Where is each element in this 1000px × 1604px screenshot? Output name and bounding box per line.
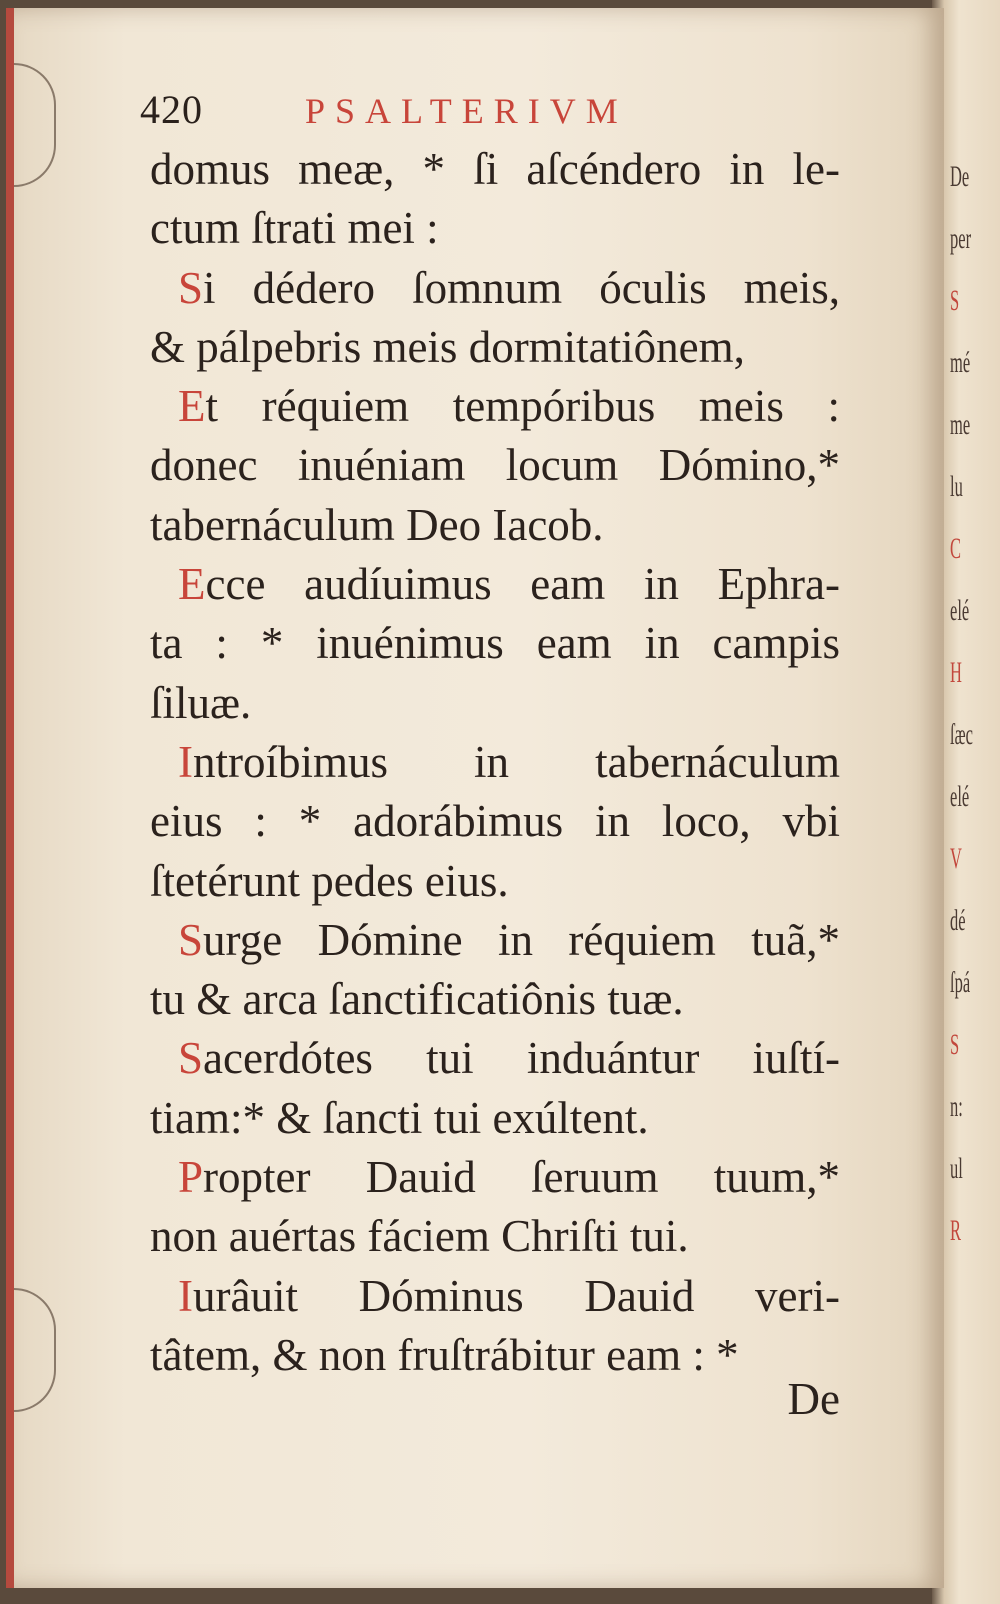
page-clip-bottom [14,1288,56,1412]
verse-text: urâuit Dóminus Dauid veri- [193,1270,840,1321]
red-initial: S [178,914,204,965]
red-initial: S [178,262,204,313]
red-initial: P [178,1152,204,1203]
verse-text: urge Dómine in réquiem tuã,* [203,914,840,965]
verse-line: tâtem, & non fruſtrábitur eam : * [150,1329,739,1380]
verse-line: non auértas fáciem Chriſti tui. [150,1211,689,1262]
next-page-fragment: H [950,656,962,689]
verse-line: & pálpebris meis dormitatiônem, [150,321,745,372]
next-page-fragment: ſpá [950,966,971,999]
red-initial: I [178,1270,193,1321]
verse-first-line [150,911,840,970]
next-page-fragment: C [950,532,962,565]
verse-text: ropter Dauid ſeruum tuum,* [203,1152,840,1203]
next-page-fragment: ſæc [950,718,973,751]
next-page-fragment: V [950,842,962,875]
verse-text: cce audíuimus eam in Ephra- [205,559,840,610]
next-page-fragment: elé [950,594,970,627]
catchword: De [787,1374,840,1424]
next-page-fragment: S [950,284,960,317]
red-initial: I [178,736,193,787]
red-initial: E [178,559,206,610]
verse-first-line [150,377,840,436]
verse-text: t réquiem tempóribus meis : [205,381,840,432]
next-page-fragment: dé [950,904,966,937]
verse-first-line [150,1029,840,1088]
verse-line: ſiluæ. [150,677,252,728]
verse-first-line [150,555,840,614]
page-header [140,86,840,146]
verse-line: ctum ſtrati mei : [150,203,439,254]
next-page-fragment: R [950,1214,962,1247]
verse-first-line [150,733,840,792]
verse-line: donec inuéniam locum Dómino,* [150,440,840,491]
page-clip-top [14,63,56,187]
next-page-fragment: me [950,408,971,441]
next-page-fragment: S [950,1028,960,1061]
verse-line: ta : * inuénimus eam in campis [150,618,840,669]
verse-text: i dédero ſomnum óculis meis, [203,262,840,313]
next-page-fragment: De [950,160,970,193]
verse-line: ſtetérunt pedes eius. [150,855,509,906]
running-title: PSALTERIVM [305,91,628,131]
verse-line: tabernáculum Deo Iacob. [150,499,604,550]
next-page-fragment: mé [950,346,971,379]
next-page-fragment: elé [950,780,970,813]
next-page-fragment: lu [950,470,963,503]
red-initial: E [178,381,206,432]
red-initial: S [178,1033,204,1084]
next-page-fragment: n: [950,1090,963,1123]
verse-first-line [150,1148,840,1207]
verse-line: domus meæ, * ſi aſcéndero in le- [150,144,840,194]
verse-line: tiam:* & ſancti tui exúltent. [150,1092,649,1143]
page-number: 420 [140,87,203,132]
psalm-text [150,140,840,1385]
verse-first-line [150,1267,840,1326]
next-page-fragment: ul [950,1152,963,1185]
verse-text: acerdótes tui induántur iuſtí- [203,1033,840,1084]
next-page-fragment: per [950,222,972,255]
verse-text: ntroíbimus in tabernáculum [193,736,840,787]
verse-line: tu & arca ſanctificatiônis tuæ. [150,974,684,1025]
verse-line: eius : * adorábimus in loco, vbi [150,796,840,847]
verse-first-line [150,259,840,318]
